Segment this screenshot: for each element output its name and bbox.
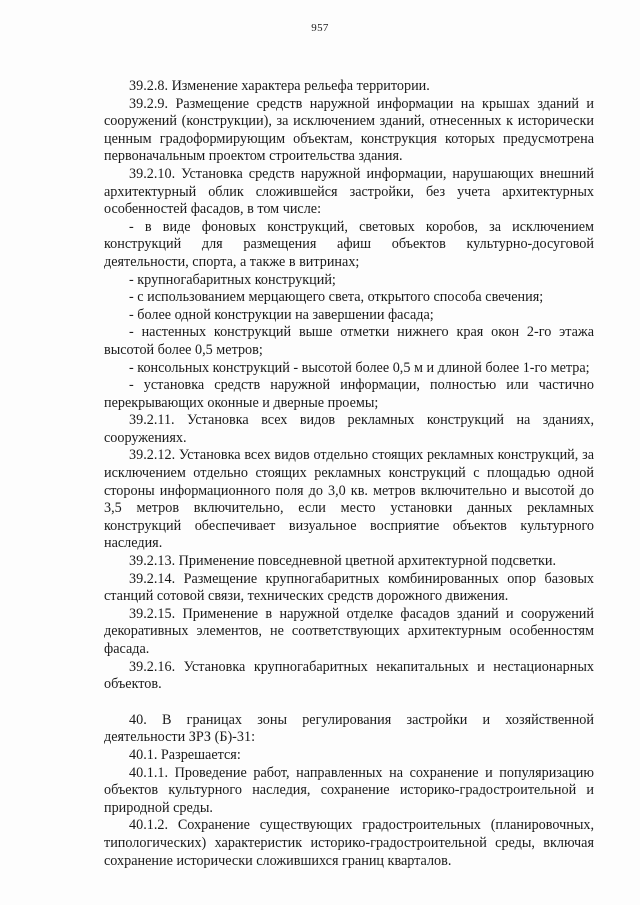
paragraph-39-2-14: 39.2.14. Размещение крупногабаритных комбинированных опор базовых станций сотовой связи, технических средств дорожного движения. — [104, 570, 594, 605]
list-item-facade-top: - более одной конструкции на завершении фасада; — [129, 306, 434, 323]
list-item-large-constructions: - крупногабаритных конструкций; — [129, 271, 336, 288]
paragraph-40-1: 40.1. Разрешается: — [129, 746, 241, 763]
paragraph-39-2-15: 39.2.15. Применение в наружной отделке фасадов зданий и сооружений декоративных элементов, не соответствующих архитектурным особенностям фасада. — [104, 605, 594, 657]
paragraph-40-1-2: 40.1.2. Сохранение существующих градостроительных (планировочных, типологических) характеристик историко-градостроительной среды, включая сохранение исторически сложившихся границ кварталов. — [104, 817, 594, 869]
paragraph-39-2-10: 39.2.10. Установка средств наружной информации, нарушающих внешний архитектурный облик сложившейся застройки, без учета архитектурных особенностей фасадов, в том числе: — [104, 165, 594, 218]
paragraph-39-2-12: 39.2.12. Установка всех видов отдельно стоящих рекламных конструкций, за исключением отдельно стоящих рекламных конструкций с площадью одной стороны информационного поля до 3,0 кв. метров включительно и высотой до 3,5 метров включительно, если место установки данных рекламных конструкций обеспечивает визуальное восприятие объектов культурного наследия. — [104, 447, 594, 552]
list-item-background-constructions: - в виде фоновых конструкций, световых коробов, за исключением конструкций для размещения афиш объектов культурно-досуговой деятельности, спорта, а также в витринах; — [104, 218, 594, 270]
paragraph-39-2-16: 39.2.16. Установка крупногабаритных некапитальных и нестационарных объектов. — [104, 658, 594, 693]
paragraph-39-2-8: 39.2.8. Изменение характера рельефа территории. — [129, 78, 430, 94]
list-item-wall-constructions: - настенных конструкций выше отметки нижнего края окон 2-го этажа высотой более 0,5 метров; — [104, 324, 594, 358]
paragraph-40: 40. В границах зоны регулирования застройки и хозяйственной деятельности ЗРЗ (Б)-31: — [104, 711, 594, 746]
list-item-console-constructions: - консольных конструкций - высотой более 0,5 м и длиной более 1-го метра; — [129, 359, 590, 376]
paragraph-39-2-9: 39.2.9. Размещение средств наружной информации на крышах зданий и сооружений (конструкции), за исключением зданий, отнесенных к исторически ценным градоформирующим объектам, конструкция которых предусмотрена первоначальным проектом строительства здания. — [104, 95, 594, 165]
document-body — [104, 78, 594, 870]
paragraph-40-1-1: 40.1.1. Проведение работ, направленных на сохранение и популяризацию объектов культурного наследия, сохранение историко-градостроительной и природной среды. — [104, 764, 594, 816]
list-item-flashing-light: - с использованием мерцающего света, открытого способа свечения; — [129, 289, 544, 306]
paragraph-39-2-13: 39.2.13. Применение повседневной цветной архитектурной подсветки. — [129, 553, 557, 570]
paragraph-39-2-11: 39.2.11. Установка всех видов рекламных конструкций на зданиях, сооружениях. — [104, 412, 594, 446]
list-item-window-overlap: - установка средств наружной информации, полностью или частично перекрывающих оконные и дверные проемы; — [104, 377, 594, 411]
page-number: 957 — [311, 22, 329, 34]
